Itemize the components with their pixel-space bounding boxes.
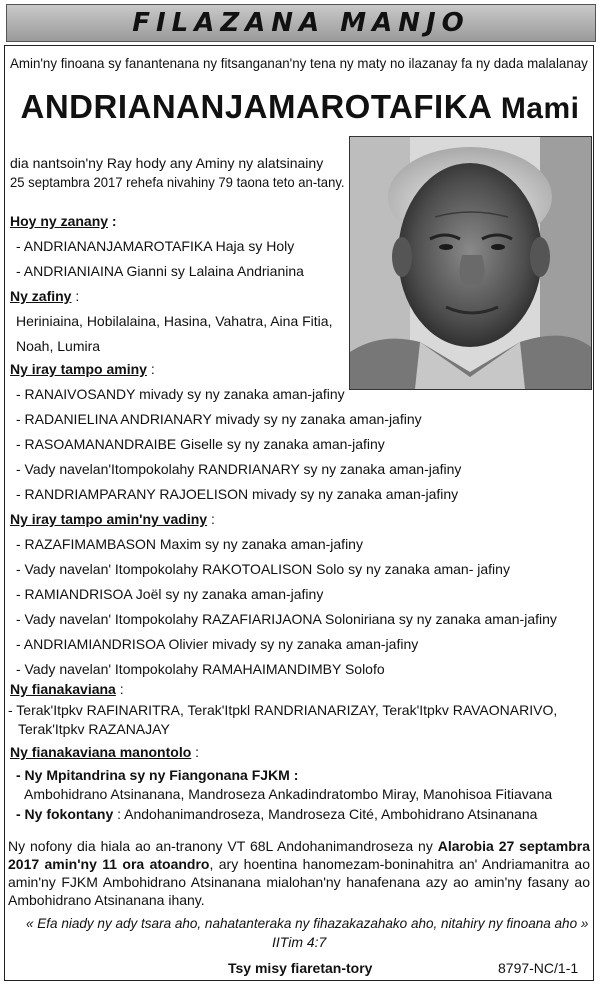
funeral-part-1: Ny nofony dia hiala ao an-tranony VT 68L Andohanimandroseza ny <box>8 838 438 854</box>
siblings-item: - RASOAMANANDRAIBE Giselle sy ny zanaka aman-jafiny <box>16 436 385 452</box>
header-title: FILAZANA MANJO <box>132 8 470 38</box>
death-line-2: 25 septambra 2017 rehefa nivahiny 79 taona teto an-tany. <box>10 174 345 190</box>
death-line-1: dia nantsoin'ny Ray hody any Aminy ny alatsinainy <box>10 155 324 171</box>
siblings-colon: : <box>146 361 155 377</box>
near-relatives-heading <box>10 743 199 761</box>
wife-siblings-item: - RAZAFIMAMBASON Maxim sy ny zanaka aman-jafiny <box>16 536 363 552</box>
church-label: - Ny Mpitandrina sy ny Fiangonana FJKM : <box>16 767 299 783</box>
relatives-line-1: - Terak'Itpkv RAFINARITRA, Terak'Itpkl RANDRIANARIZAY, Terak'Itpkv RAVAONARIVO, <box>8 702 558 718</box>
near-relatives-title: Ny fianakaviana manontolo <box>10 744 192 760</box>
wife-siblings-item: - Vady navelan' Itompokolahy RAKOTOALISON Solo sy ny zanaka aman- jafiny <box>16 561 510 577</box>
children-item: - ANDRIANIAINA Gianni sy Lalaina Andrianina <box>16 263 304 279</box>
portrait-image <box>350 137 591 389</box>
children-heading <box>10 212 117 230</box>
relatives-title: Ny fianakaviana <box>10 681 116 697</box>
children-title: Hoy ny zanany <box>10 213 109 229</box>
wife-siblings-title: Ny iray tampo amin'ny vadiny <box>10 511 208 527</box>
bible-verse: « Efa niady ny ady tsara aho, nahatanteraka ny fihazakazahako aho, nitahiry ny finoana aho » <box>26 915 589 931</box>
neighborhood-label: - Ny fokontany <box>16 806 114 822</box>
grandchildren-line-1: Heriniaina, Hobilalaina, Hasina, Vahatra, Aina Fitia, <box>16 313 333 329</box>
deceased-name <box>0 88 600 126</box>
deceased-surname: ANDRIANANJAMAROTAFIKA <box>20 88 492 125</box>
no-flowers-note: Tsy misy fiaretan-tory <box>228 960 373 976</box>
grandchildren-heading <box>10 287 79 305</box>
siblings-title: Ny iray tampo aminy <box>10 361 147 377</box>
siblings-item: - Vady navelan'Itompokolahy RANDRIANARY sy ny zanaka aman-jafiny <box>16 461 462 477</box>
grandchildren-title: Ny zafiny <box>10 288 72 304</box>
intro-text: Amin'ny finoana sy fanantenana ny fitsanganan'ny tena ny maty no ilazanay fa ny dada malalanay <box>10 55 588 71</box>
deceased-given-name: Mami <box>500 92 580 125</box>
funeral-date: Alarobia 27 septambra 2017 amin'ny 11 ora atoandro <box>8 838 590 872</box>
deceased-photo <box>349 136 592 390</box>
header-banner <box>6 4 596 42</box>
siblings-item: - RADANIELINA ANDRIANARY mivady sy ny zanaka aman-jafiny <box>16 411 422 427</box>
relatives-heading <box>10 680 124 698</box>
wife-siblings-item: - Vady navelan' Itompokolahy RAZAFIARIJAONA Soloniriana sy ny zanaka aman-jafiny <box>16 611 557 627</box>
relatives-line-2: Terak'Itpkv RAZANAJAY <box>18 721 170 737</box>
wife-siblings-item: - RAMIANDRISOA Joël sy ny zanaka aman-jafiny <box>16 586 324 602</box>
children-colon: : <box>108 213 117 229</box>
church-line: Ambohidrano Atsinanana, Mandroseza Ankadindratombo Miray, Manohisoa Fitiavana <box>24 786 553 802</box>
bible-verse-reference: IITim 4:7 <box>272 934 327 950</box>
relatives-colon: : <box>115 681 124 697</box>
near-relatives-colon: : <box>191 744 200 760</box>
wife-siblings-item: - Vady navelan' Itompokolahy RAMAHAIMANDIMBY Solofo <box>16 661 385 677</box>
reference-code: 8797-NC/1-1 <box>498 960 579 976</box>
neighborhood-row <box>16 805 537 823</box>
siblings-heading <box>10 360 155 378</box>
wife-siblings-item: - ANDRIAMIANDRISOA Olivier mivady sy ny zanaka aman-jafiny <box>16 636 419 652</box>
funeral-part-2: , ary hoentina hanomezam-boninahitra an' Andriamanitra ao amin'ny FJKM Ambohidrano Atsinanana mialohan'ny hanafenana azy ao amin'ny fasany ao Ambohidrano Atsinanana ihany. <box>8 856 590 908</box>
neighborhood-line: : Andohanimandroseza, Mandroseza Cité, Ambohidrano Atsinanana <box>113 806 538 822</box>
funeral-paragraph <box>8 837 590 909</box>
grandchildren-line-2: Noah, Lumira <box>16 338 101 354</box>
siblings-item: - RANDRIAMPARANY RAJOELISON mivady sy ny zanaka aman-jafiny <box>16 486 459 502</box>
wife-siblings-colon: : <box>207 511 215 527</box>
grandchildren-colon: : <box>71 288 80 304</box>
wife-siblings-heading <box>10 510 215 528</box>
siblings-item: - RANAIVOSANDY mivady sy ny zanaka aman-jafiny <box>16 386 345 402</box>
children-item: - ANDRIANANJAMAROTAFIKA Haja sy Holy <box>16 238 295 254</box>
